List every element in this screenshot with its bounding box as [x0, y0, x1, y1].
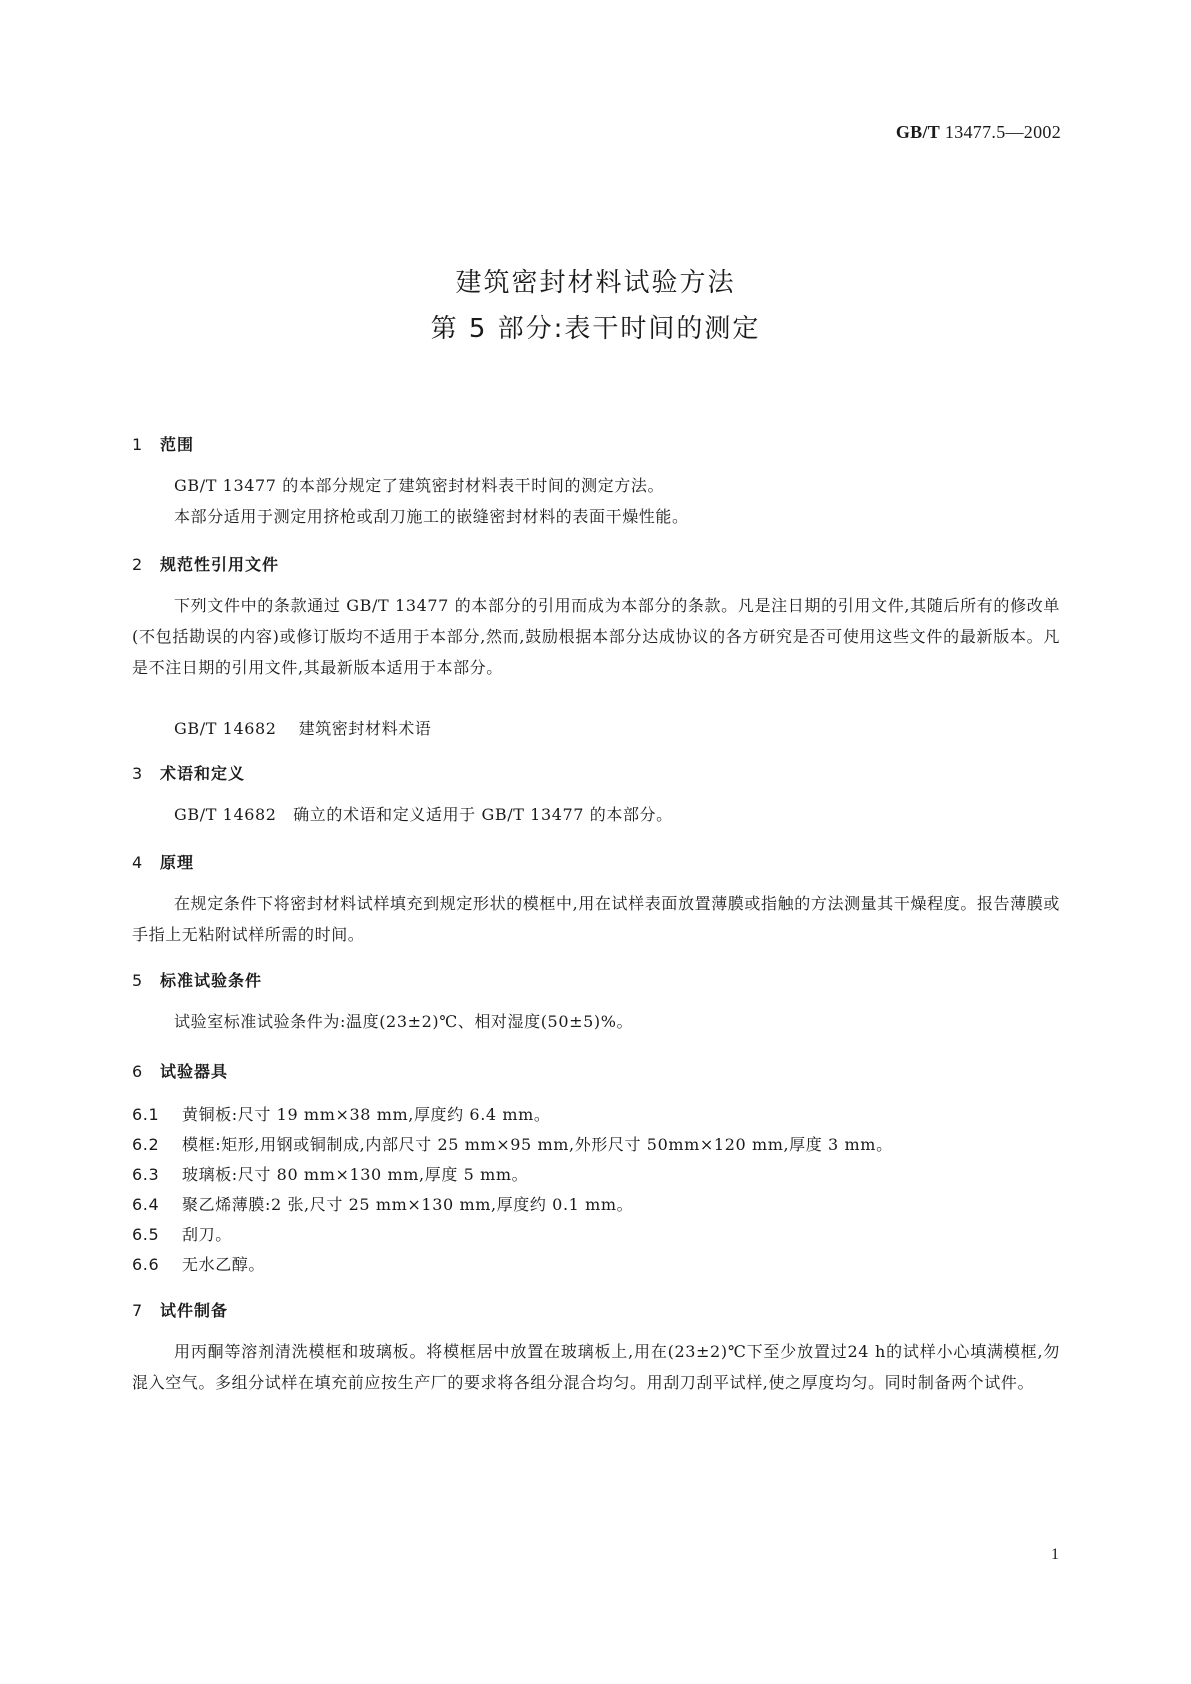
document-subtitle: 第 5 部分:表干时间的测定 [430, 314, 761, 344]
section-heading-terms [132, 761, 245, 784]
section-number: 6 [132, 1062, 144, 1081]
section-title: 规范性引用文件 [160, 555, 280, 574]
paragraph: GB/T 13477 的本部分规定了建筑密封材料表干时间的测定方法。 [174, 476, 665, 495]
paragraph: 用丙酮等溶剂清洗模框和玻璃板。将模框居中放置在玻璃板上,用在(23±2)℃下至少放置过24 h的试样小心填满模框,勿混入空气。多组分试样在填充前应按生产厂的要求将各组分混合均匀。用刮刀刮平试样,使之厚度均匀。同时制备两个试件。 [132, 1342, 1060, 1392]
paragraph: GB/T 14682 确立的术语和定义适用于 GB/T 13477 的本部分。 [174, 805, 673, 824]
reference-title: 建筑密封材料术语 [298, 719, 432, 738]
item-text: 玻璃板:尺寸 80 mm×130 mm,厚度 5 mm。 [182, 1165, 529, 1184]
section-title: 范围 [160, 435, 195, 454]
apparatus-item [132, 1162, 528, 1185]
section-title: 试验器具 [160, 1062, 229, 1081]
section-number: 2 [132, 555, 144, 574]
section-heading-apparatus [132, 1059, 228, 1082]
standard-code-prefix: GB/T [895, 122, 941, 142]
item-number: 6.3 [132, 1165, 160, 1184]
standard-code [896, 122, 1061, 143]
section-number: 7 [132, 1301, 144, 1320]
item-number: 6.6 [132, 1255, 160, 1274]
section-number: 3 [132, 764, 144, 783]
paragraph: 本部分适用于测定用挤枪或刮刀施工的嵌缝密封材料的表面干燥性能。 [174, 507, 689, 526]
standard-code-number: 13477.5—2002 [940, 122, 1061, 142]
section-number: 5 [132, 971, 144, 990]
item-text: 黄铜板:尺寸 19 mm×38 mm,厚度约 6.4 mm。 [182, 1105, 551, 1124]
item-number: 6.2 [132, 1135, 160, 1154]
section-title: 术语和定义 [160, 764, 246, 783]
section-heading-test-conditions [132, 968, 262, 991]
paragraph: 在规定条件下将密封材料试样填充到规定形状的模框中,用在试样表面放置薄膜或指触的方法测量其干燥程度。报告薄膜或手指上无粘附试样所需的时间。 [132, 894, 1060, 944]
page-number: 1 [1051, 1546, 1059, 1563]
apparatus-item [132, 1132, 893, 1155]
apparatus-item [132, 1222, 232, 1245]
item-number: 6.5 [132, 1225, 160, 1244]
section-heading-normative-references [132, 552, 279, 575]
apparatus-item [132, 1192, 633, 1215]
apparatus-item [132, 1102, 551, 1125]
item-text: 模框:矩形,用钢或铜制成,内部尺寸 25 mm×95 mm,外形尺寸 50mm×120 mm,厚度 3 mm。 [182, 1135, 893, 1154]
paragraph: 试验室标准试验条件为:温度(23±2)℃、相对湿度(50±5)%。 [174, 1012, 634, 1031]
reference-entry [174, 716, 431, 739]
item-text: 聚乙烯薄膜:2 张,尺寸 25 mm×130 mm,厚度约 0.1 mm。 [182, 1195, 634, 1214]
document-title: 建筑密封材料试验方法 [455, 268, 736, 298]
section-title: 原理 [160, 853, 195, 872]
reference-code: GB/T 14682 [174, 719, 277, 738]
section-number: 4 [132, 853, 144, 872]
section-title: 标准试验条件 [160, 971, 263, 990]
section-title: 试件制备 [160, 1301, 229, 1320]
apparatus-item [132, 1252, 265, 1275]
section-number: 1 [132, 435, 144, 454]
section-heading-specimen-preparation [132, 1298, 228, 1321]
item-number: 6.4 [132, 1195, 160, 1214]
item-number: 6.1 [132, 1105, 160, 1124]
section-heading-principle [132, 850, 194, 873]
item-text: 刮刀。 [182, 1225, 232, 1244]
item-text: 无水乙醇。 [182, 1255, 266, 1274]
section-heading-scope [132, 432, 194, 455]
paragraph: 下列文件中的条款通过 GB/T 13477 的本部分的引用而成为本部分的条款。凡是注日期的引用文件,其随后所有的修改单(不包括勘误的内容)或修订版均不适用于本部分,然而,鼓励根据本部分达成协议的各方研究是否可使用这些文件的最新版本。凡是不注日期的引用文件,其最新版本适用于本部分。 [132, 596, 1060, 677]
